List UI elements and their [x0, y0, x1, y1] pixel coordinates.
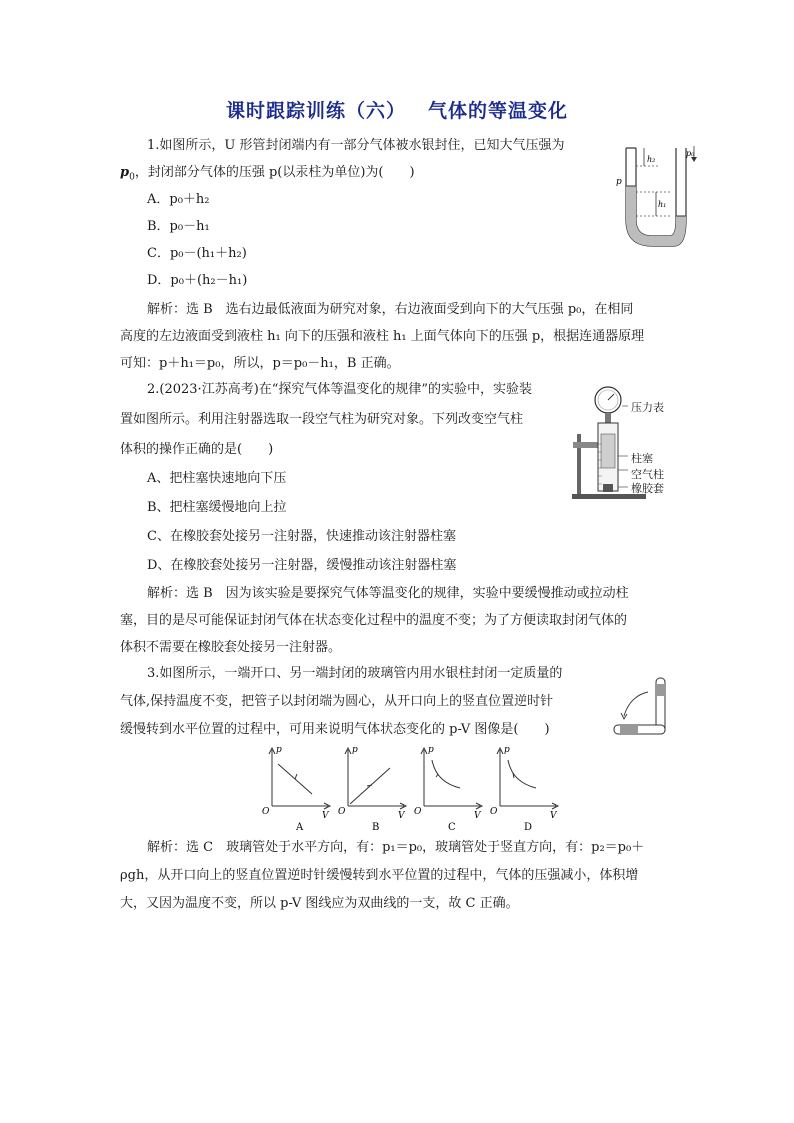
q3-stem-1: 3.如图所示，一端开口、另一端封闭的玻璃管内用水银柱封闭一定质量的	[147, 666, 563, 681]
h1-label: h₁	[658, 200, 667, 209]
q3-analysis-2: ρgh，从开口向上的竖直位置逆时针缓慢转到水平位置的过程中，气体的压强减小，体积增	[120, 868, 639, 883]
page-title	[0, 96, 794, 123]
graph-c-label: C	[448, 822, 456, 833]
graph-a-ylabel: p	[276, 745, 282, 755]
graph-a	[258, 744, 344, 834]
q3-stem-2: 气体,保持温度不变，把管子以封闭端为圆心，从开口向上的竖直位置逆时针	[120, 694, 554, 709]
graph-a-origin: O	[262, 807, 270, 817]
q2-stem-2: 置如图所示。利用注射器选取一段空气柱为研究对象。下列改变空气柱	[120, 412, 524, 427]
q1-stem-line1: 1.如图所示，U 形管封闭端内有一部分气体被水银封住，已知大气压强为	[147, 138, 565, 153]
q1-analysis-2: 高度的左边液面受到液柱 h₁ 向下的压强和液柱 h₁ 上面气体向下的压强 p，根据连通器原理	[120, 329, 645, 344]
rotating-tube-figure	[610, 674, 674, 740]
h2-label: h₂	[647, 155, 656, 164]
q1-analysis-3: 可知：p＋h₁＝p₀，所以，p＝p₀－h₁，B 正确。	[120, 356, 400, 371]
q1-option-a: A．p₀＋h₂	[147, 192, 210, 207]
p-label: p	[616, 177, 622, 187]
rubber-sleeve-label: 橡胶套	[631, 482, 664, 495]
graph-b-ylabel: p	[352, 745, 358, 755]
q3-stem-3: 缓慢转到水平位置的过程中，可用来说明气体状态变化的 p-V 图像是( )	[120, 722, 550, 737]
q2-option-a: A、把柱塞快速地向下压	[147, 471, 287, 486]
q1-stem-line2: $p_0$，封闭部分气体的压强 p(以汞柱为单位)为( )	[120, 165, 415, 183]
air-column-label: 空气柱	[631, 468, 664, 481]
q3-analysis-1: 解析：选 C 玻璃管处于水平方向，有：p₁＝p₀，玻璃管处于竖直方向，有：p₂＝p₀＋	[147, 840, 645, 855]
graph-a-label: A	[296, 822, 304, 833]
q2-analysis-2: 塞，目的是尽可能保证封闭气体在状态变化过程中的温度不变；为了方便读取封闭气体的	[120, 613, 628, 628]
graph-a-xlabel: V	[322, 811, 329, 821]
graph-d-label: D	[524, 822, 533, 833]
q1-option-b: B．p₀－h₁	[147, 219, 210, 234]
graph-b-xlabel: V	[398, 811, 405, 821]
q1-option-d: D．p₀＋(h₂－h₁)	[147, 273, 248, 288]
q2-option-d: D、在橡胶套处接另一注射器，缓慢推动该注射器柱塞	[147, 558, 457, 573]
title-sub: 气体的等温变化	[428, 100, 569, 122]
q3-analysis-3: 大，又因为温度不变，所以 p-V 图线应为双曲线的一支，故 C 正确。	[120, 896, 519, 911]
graph-d-origin: O	[490, 807, 498, 817]
plunger-label: 柱塞	[631, 452, 653, 465]
q2-analysis-1: 解析：选 B 因为该实验是要探究气体等温变化的规律，实验中要缓慢推动或拉动柱	[147, 586, 629, 601]
q2-stem-3: 体积的操作正确的是( )	[120, 442, 274, 457]
q2-option-b: B、把柱塞缓慢地向上拉	[147, 500, 287, 515]
q2-analysis-3: 体积不需要在橡胶套处接另一注射器。	[120, 640, 342, 655]
graph-b-origin: O	[338, 807, 346, 817]
graph-c-origin: O	[414, 807, 422, 817]
title-main: 课时跟踪训练（六）	[225, 100, 406, 122]
graph-b-label: B	[372, 822, 380, 833]
graph-d-ylabel: p	[504, 745, 510, 755]
q2-option-c: C、在橡胶套处接另一注射器，快速推动该注射器柱塞	[147, 529, 456, 544]
p0-label: p₀	[686, 149, 695, 158]
graph-b	[334, 744, 420, 834]
u-tube-figure	[612, 140, 702, 252]
graph-c-xlabel: V	[474, 811, 481, 821]
q1-option-c: C．p₀－(h₁＋h₂)	[147, 246, 247, 261]
graph-d-xlabel: V	[550, 811, 557, 821]
q2-stem-1: 2.(2023·江苏高考)在“探究气体等温变化的规律”的实验中，实验装	[147, 382, 533, 397]
q1-analysis-1: 解析：选 B 选右边最低液面为研究对象，右边液面受到向下的大气压强 p₀，在相同	[147, 302, 634, 317]
graph-c	[410, 744, 496, 834]
graph-c-ylabel: p	[428, 745, 434, 755]
graph-d	[486, 744, 572, 834]
gauge-label: 压力表	[631, 401, 664, 414]
